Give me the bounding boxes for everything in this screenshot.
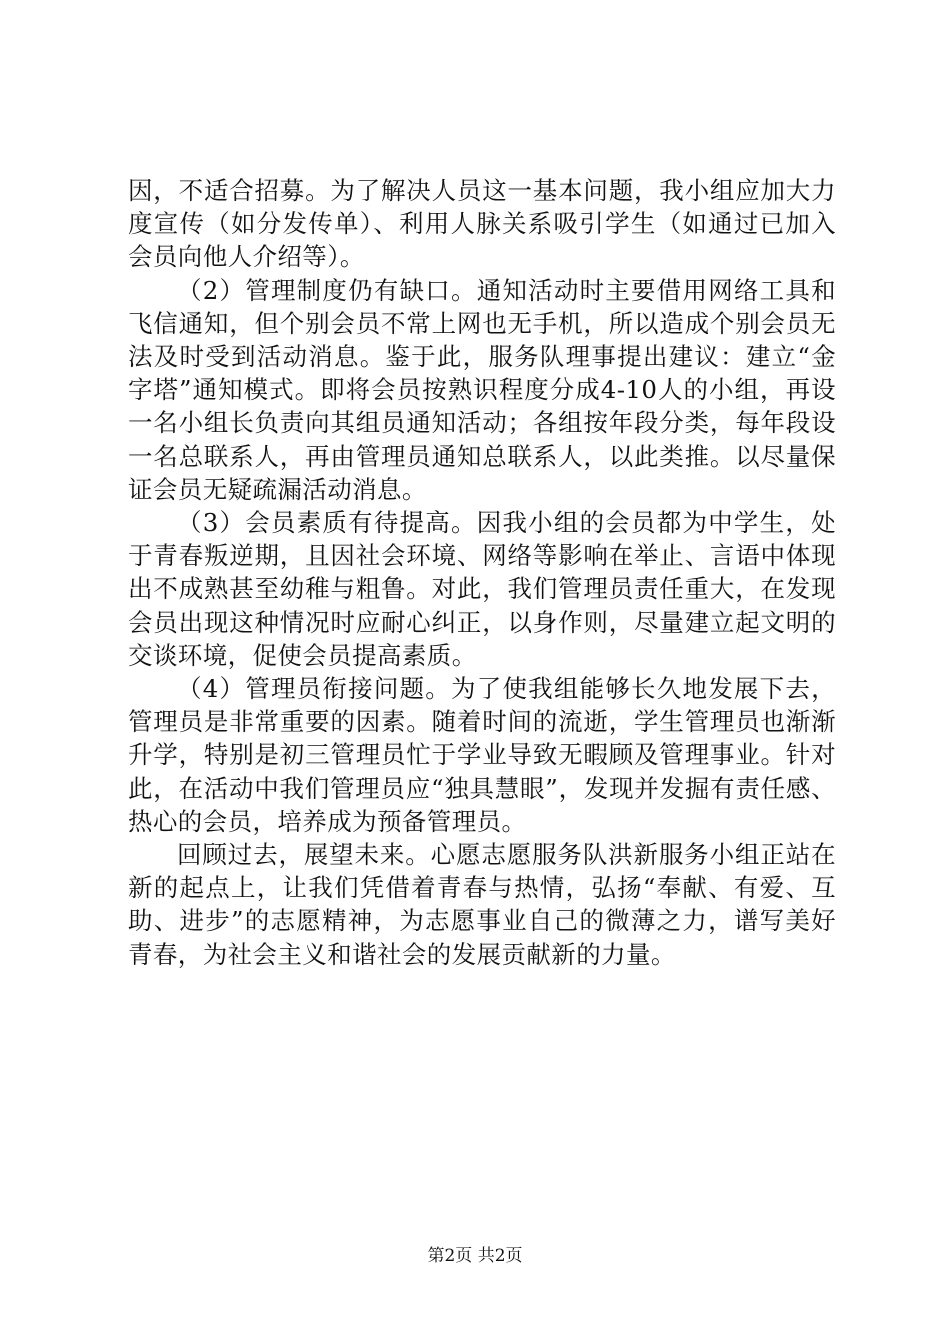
document-body xyxy=(128,174,836,971)
page-footer xyxy=(0,1245,950,1267)
paragraph-continuation: 因，不适合招募。为了解决人员这一基本问题，我小组应加大力度宣传（如分发传单）、利用人脉关系吸引学生（如通过已加入会员向他人介绍等）。 xyxy=(128,176,836,272)
paragraph-conclusion: 回顾过去，展望未来。心愿志愿服务队洪新服务小组正站在新的起点上，让我们凭借着青春与热情，弘扬“奉献、有爱、互助、进步”的志愿精神，为志愿事业自己的微薄之力，谱写美好青春，为社会主义和谐社会的发展贡献新的力量。 xyxy=(128,840,836,969)
page-number: 第2页 共2页 xyxy=(427,1246,523,1266)
paragraph-member-quality: （3）会员素质有待提高。因我小组的会员都为中学生，处于青春叛逆期，且因社会环境、网络等影响在举止、言语中体现出不成熟甚至幼稚与粗鲁。对此，我们管理员责任重大，在发现会员出现这种情况时应耐心纠正，以身作则，尽量建立起文明的交谈环境，促使会员提高素质。 xyxy=(128,508,836,670)
paragraph-management-system: （2）管理制度仍有缺口。通知活动时主要借用网络工具和飞信通知，但个别会员不常上网也无手机，所以造成个别会员无法及时受到活动消息。鉴于此，服务队理事提出建议：建立“金字塔”通知模式。即将会员按熟识程度分成4-10人的小组，再设一名小组长负责向其组员通知活动；各组按年段分类，每年段设一名总联系人，再由管理员通知总联系人，以此类推。以尽量保证会员无疑疏漏活动消息。 xyxy=(128,275,836,504)
paragraph-manager-succession: （4）管理员衔接问题。为了使我组能够长久地发展下去，管理员是非常重要的因素。随着时间的流逝，学生管理员也渐渐升学，特别是初三管理员忙于学业导致无暇顾及管理事业。针对此，在活动中我们管理员应“独具慧眼”，发现并发掘有责任感、热心的会员，培养成为预备管理员。 xyxy=(128,674,836,836)
